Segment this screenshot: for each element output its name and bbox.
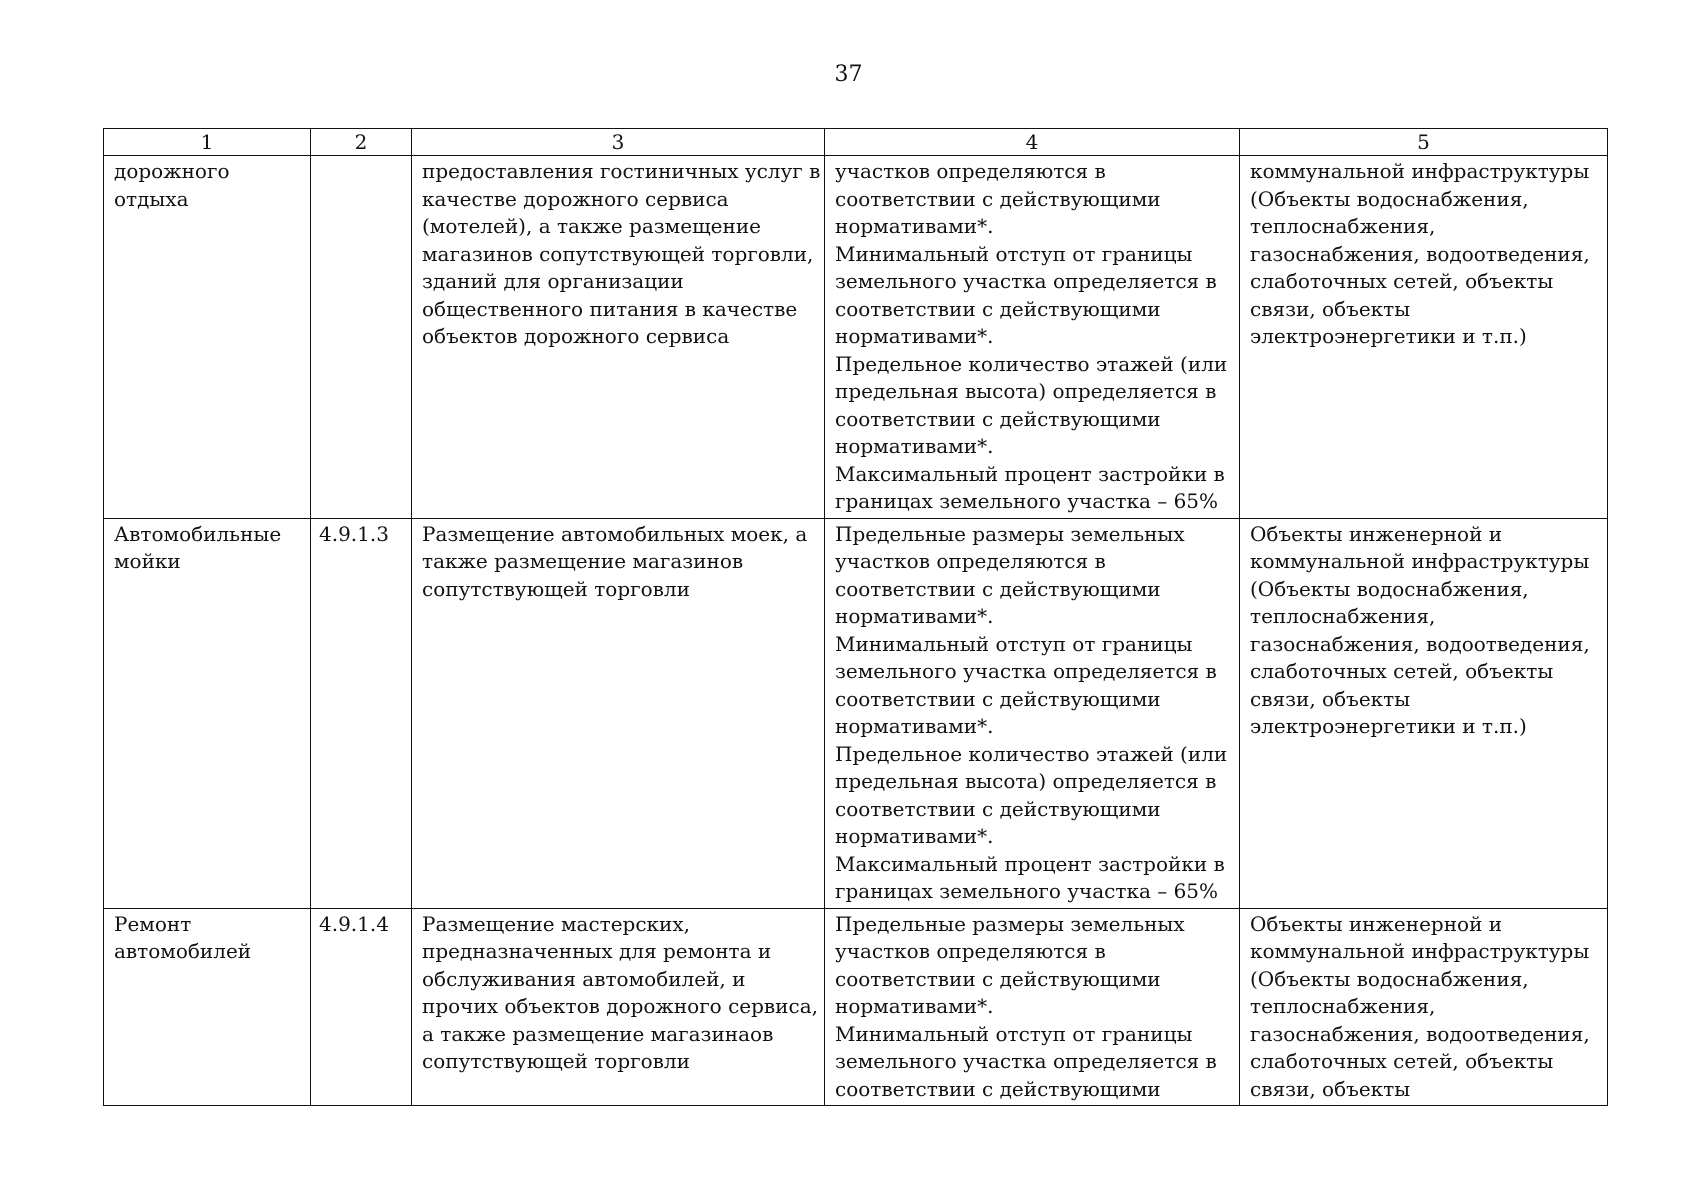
cell-text-line: (мотелей), а также размещение	[422, 214, 762, 238]
cell-text-line: земельного участка определяется в	[835, 659, 1217, 683]
cell-text-line: газоснабжения, водоотведения,	[1250, 241, 1590, 266]
cell-text-line: автомобилей	[114, 939, 252, 963]
cell-text-line: участков определяются в	[835, 549, 1106, 573]
cell-text-line: Размещение автомобильных моек, а	[422, 521, 808, 546]
cell-text-line: теплоснабжения,	[1250, 604, 1436, 628]
cell-text-line: прочих объектов дорожного сервиса,	[422, 994, 818, 1018]
cell-text-line: газоснабжения, водоотведения,	[1250, 631, 1590, 656]
cell-text-line: Ремонт	[114, 911, 192, 936]
cell-text-line: предназначенных для ремонта и	[422, 939, 772, 963]
cell-text-line: 4.9.1.3	[319, 521, 389, 546]
cell-text-line: Предельные размеры земельных	[835, 911, 1185, 936]
cell-text-line: газоснабжения, водоотведения,	[1250, 1021, 1590, 1046]
cell-text-line: Минимальный отступ от границы	[835, 1021, 1193, 1046]
header-cell-3: 3	[412, 129, 825, 156]
cell-text-line: Предельные размеры земельных	[835, 521, 1185, 546]
cell-text-line: соответствии с действующими	[835, 686, 1161, 711]
use-description-cell	[412, 908, 825, 1106]
infrastructure-cell	[1240, 518, 1608, 908]
header-row	[104, 129, 1608, 156]
cell-text-line: нормативами*.	[835, 714, 994, 738]
cell-text-line: зданий для организации	[422, 269, 684, 293]
cell-text-line: границах земельного участка – 65%	[835, 489, 1219, 513]
zoning-table	[103, 128, 1608, 1106]
cell-text-line: теплоснабжения,	[1250, 214, 1436, 238]
cell-text-line: участков определяются в	[835, 939, 1106, 963]
cell-text-line: Объекты инженерной и	[1250, 911, 1503, 936]
cell-text-line: общественного питания в качестве	[422, 296, 798, 321]
use-description-cell	[412, 156, 825, 519]
cell-text-line: обслуживания автомобилей, и	[422, 966, 746, 991]
use-description-cell	[412, 518, 825, 908]
cell-text-line: Предельное количество этажей (или	[835, 741, 1228, 766]
cell-text-line: соответствии с действующими	[835, 966, 1161, 991]
cell-text-line: границах земельного участка – 65%	[835, 879, 1219, 903]
use-name-cell	[104, 156, 311, 519]
cell-text-line: Максимальный процент застройки в	[835, 851, 1225, 876]
parameters-cell	[825, 518, 1240, 908]
cell-text-line: сопутствующей торговли	[422, 576, 690, 601]
cell-text-line: объектов дорожного сервиса	[422, 324, 730, 348]
use-name-cell	[104, 908, 311, 1106]
table-row	[104, 156, 1608, 519]
cell-text-line: слаботочных сетей, объекты	[1250, 659, 1554, 683]
cell-text-line: соответствии с действующими	[835, 796, 1161, 821]
cell-text-line: отдыха	[114, 186, 189, 211]
header-cell-2: 2	[311, 129, 412, 156]
cell-text-line: (Объекты водоснабжения,	[1250, 186, 1529, 211]
cell-text-line: магазинов сопутствующей торговли,	[422, 241, 814, 266]
cell-text-line: предельная высота) определяется в	[835, 379, 1217, 403]
cell-text-line: 4.9.1.4	[319, 911, 389, 936]
cell-text-line: нормативами*.	[835, 824, 994, 848]
cell-text-line: а также размещение магазинаов	[422, 1021, 774, 1046]
cell-text-line: связи, объекты	[1250, 686, 1411, 711]
infrastructure-cell	[1240, 156, 1608, 519]
cell-text-line: мойки	[114, 549, 181, 573]
page-number: 37	[834, 62, 863, 87]
cell-text-line: дорожного	[114, 159, 230, 183]
cell-text-line: связи, объекты	[1250, 1076, 1411, 1101]
table-row	[104, 518, 1608, 908]
cell-text-line: предоставления гостиничных услуг в	[422, 159, 821, 183]
use-code-cell	[311, 908, 412, 1106]
cell-text-line: соответствии с действующими	[835, 576, 1161, 601]
cell-text-line: Автомобильные	[114, 521, 282, 546]
cell-text-line: соответствии с действующими	[835, 1076, 1161, 1101]
cell-text-line: электроэнергетики и т.п.)	[1250, 714, 1527, 738]
parameters-cell	[825, 156, 1240, 519]
cell-text-line: Минимальный отступ от границы	[835, 241, 1193, 266]
cell-text-line: Размещение мастерских,	[422, 911, 691, 936]
cell-text-line: коммунальной инфраструктуры	[1250, 939, 1590, 963]
cell-text-line: слаботочных сетей, объекты	[1250, 1049, 1554, 1073]
use-code-cell	[311, 156, 412, 519]
table-row	[104, 908, 1608, 1106]
cell-text-line: теплоснабжения,	[1250, 994, 1436, 1018]
cell-text-line: нормативами*.	[835, 324, 994, 348]
cell-text-line: слаботочных сетей, объекты	[1250, 269, 1554, 293]
cell-text-line: (Объекты водоснабжения,	[1250, 966, 1529, 991]
use-code-cell	[311, 518, 412, 908]
cell-text-line: земельного участка определяется в	[835, 1049, 1217, 1073]
cell-text-line: (Объекты водоснабжения,	[1250, 576, 1529, 601]
cell-text-line: участков определяются в	[835, 159, 1106, 183]
cell-text-line: нормативами*.	[835, 604, 994, 628]
cell-text-line: земельного участка определяется в	[835, 269, 1217, 293]
cell-text-line: Максимальный процент застройки в	[835, 461, 1225, 486]
cell-text-line: качестве дорожного сервиса	[422, 186, 729, 211]
parameters-cell	[825, 908, 1240, 1106]
use-name-cell	[104, 518, 311, 908]
cell-text-line: сопутствующей торговли	[422, 1049, 690, 1073]
cell-text-line: Предельное количество этажей (или	[835, 351, 1228, 376]
cell-text-line: соответствии с действующими	[835, 186, 1161, 211]
cell-text-line: нормативами*.	[835, 434, 994, 458]
cell-text-line: также размещение магазинов	[422, 549, 744, 573]
cell-text-line: нормативами*.	[835, 994, 994, 1018]
header-cell-4: 4	[825, 129, 1240, 156]
cell-text-line: соответствии с действующими	[835, 296, 1161, 321]
cell-text-line: Минимальный отступ от границы	[835, 631, 1193, 656]
header-cell-5: 5	[1240, 129, 1608, 156]
cell-text-line: электроэнергетики и т.п.)	[1250, 324, 1527, 348]
cell-text-line: связи, объекты	[1250, 296, 1411, 321]
header-cell-1: 1	[104, 129, 311, 156]
infrastructure-cell	[1240, 908, 1608, 1106]
cell-text-line: нормативами*.	[835, 214, 994, 238]
cell-text-line: предельная высота) определяется в	[835, 769, 1217, 793]
cell-text-line: коммунальной инфраструктуры	[1250, 159, 1590, 183]
cell-text-line: коммунальной инфраструктуры	[1250, 549, 1590, 573]
cell-text-line: соответствии с действующими	[835, 406, 1161, 431]
cell-text-line: Объекты инженерной и	[1250, 521, 1503, 546]
